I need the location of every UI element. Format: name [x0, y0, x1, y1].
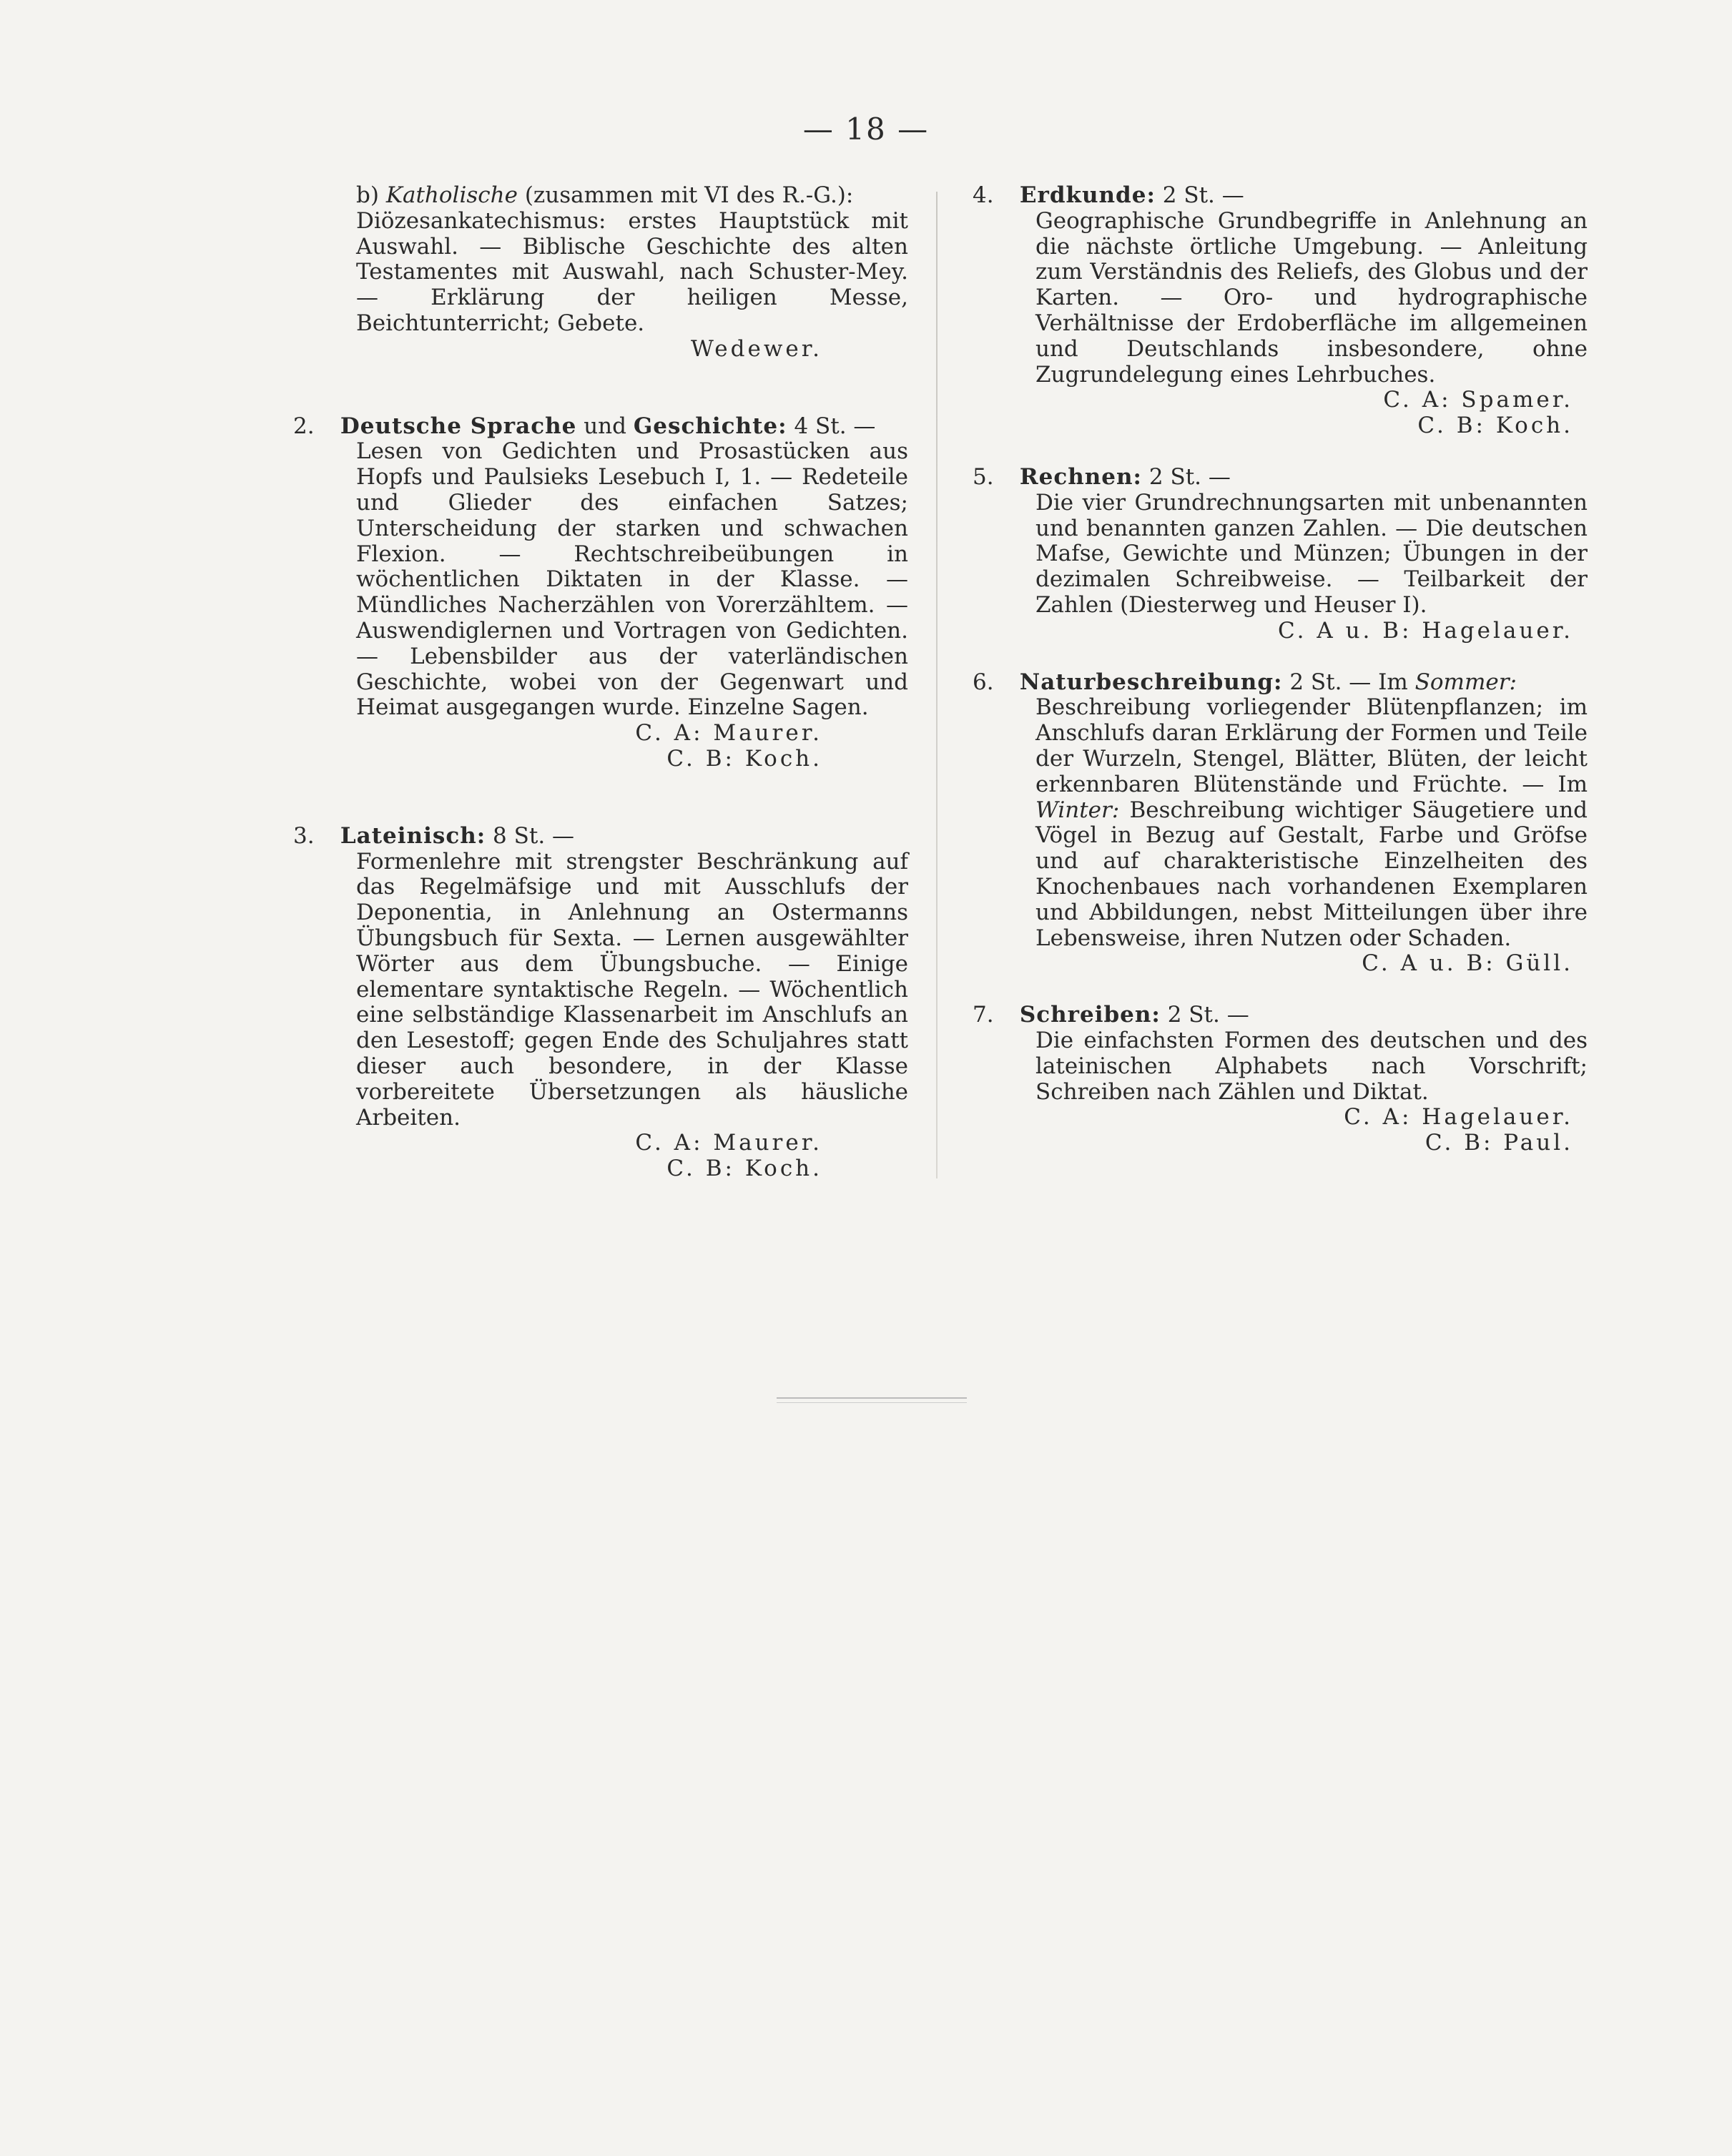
teacher: C. B: Koch.	[666, 745, 822, 772]
section-katholische	[293, 183, 908, 363]
season-label: Sommer:	[1414, 669, 1517, 695]
section-subject: Deutsche Sprache	[340, 413, 577, 439]
section-number: 2.	[293, 413, 315, 439]
section-heading	[973, 670, 1588, 696]
end-rule	[777, 1397, 967, 1399]
section-heading	[973, 1003, 1588, 1028]
teacher: C. B: Paul.	[1425, 1130, 1573, 1156]
section-body: Die einfachsten Formen des deutschen und des lateinischen Alphabets nach Vorschrift; Schreiben nach Zählen und Diktat.	[1035, 1027, 1588, 1105]
section-body: Formenlehre mit strengster Beschränkung auf das Regelmäfsige und mit Ausschlufs der Deponentia, in Anlehnung an Ostermanns Übungsbuch für Sexta. — Lernen ausgewählter Wörter aus dem Übungsbuche. — Einige elementare syntaktische Regeln. — Wöchentlich eine selbständige Klassenarbeit im Anschlufs an den Lesestoff; gegen Ende des Schuljahres statt dieser auch besondere, in der Klasse vorbereitete Übersetzungen als häusliche Arbeiten.	[356, 848, 908, 1131]
section-number: 5.	[973, 463, 994, 490]
section-latein	[293, 824, 908, 1182]
section-deutsch	[293, 414, 908, 772]
section-rechnen	[973, 465, 1588, 644]
section-text	[293, 183, 908, 209]
section-hours: 2 St. —	[1167, 1002, 1249, 1028]
section-number: 6.	[973, 669, 994, 695]
section-heading	[973, 183, 1588, 209]
teacher: C. A: Maurer.	[635, 720, 822, 747]
right-column	[973, 183, 1588, 1156]
section-subject: Naturbeschreibung:	[1019, 669, 1283, 695]
section-intro: (zusammen mit VI des R.-G.):	[524, 182, 854, 208]
section-hours: 2 St. —	[1162, 182, 1244, 208]
section-body: Lesen von Gedichten und Prosastücken aus Hopfs und Paulsieks Lesebuch I, 1. — Redeteile und Glieder des einfachen Satzes; Unterscheidung der starken und schwachen Flexion. — Rechtschreibeübungen in wöchentlichen Diktaten in der Klasse. — Mündliches Nacherzählen von Vorerzähltem. — Auswendiglernen und Vortragen von Gedichten. — Lebensbilder aus der vaterländischen Geschichte, wobei von der Gegenwart und Heimat ausgegangen wurde. Einzelne Sagen.	[356, 438, 908, 721]
teacher: C. A u. B: Hagelauer.	[1278, 617, 1573, 644]
section-body	[973, 695, 1588, 951]
section-hours: 4 St. —	[794, 413, 876, 439]
section-number: 3.	[293, 822, 315, 849]
section-subject: Schreiben:	[1019, 1002, 1161, 1028]
section-subject-2: Geschichte:	[633, 413, 787, 439]
end-rule-thin	[777, 1402, 967, 1403]
teacher: Wedewer.	[690, 335, 822, 362]
section-body: Geographische Grundbegriffe in Anlehnung an die nächste örtliche Umgebung. — Anleitung zum Verständnis des Reliefs, des Globus und der Karten. — Oro- und hydrographische Verhältnisse der Erdoberfläche im allgemeinen und Deutschlands insbesondere, ohne Zugrundelegung eines Lehrbuches.	[1035, 207, 1588, 388]
section-number: 4.	[973, 182, 994, 208]
section-heading	[293, 414, 908, 440]
teacher: C. A: Maurer.	[635, 1130, 822, 1156]
teacher: C. A: Hagelauer.	[1344, 1104, 1573, 1131]
section-subject: Lateinisch:	[340, 822, 486, 849]
section-text-part: Beschreibung vorliegender Blütenpflanzen; im Anschlufs daran Erklärung der Formen und Teile der Wurzeln, Stengel, Blätter, Blüten, der leicht erkennbaren Blütenstände und Früchte. — Im	[1035, 694, 1588, 797]
section-body: Diözesankatechismus: erstes Hauptstück mit Auswahl. — Biblische Geschichte des alten Testamentes mit Auswahl, nach Schuster-Mey. — Erklärung der heiligen Messe, Beichtunterricht; Gebete.	[356, 207, 908, 336]
section-subject: Erdkunde:	[1019, 182, 1156, 208]
section-heading	[973, 465, 1588, 491]
section-naturbeschreibung	[973, 670, 1588, 978]
section-hours: 2 St. — Im	[1289, 669, 1408, 695]
teacher: C. A: Spamer.	[1383, 387, 1573, 413]
section-number: 7.	[973, 1002, 994, 1028]
section-text-part: Beschreibung wichtiger Säugetiere und Vögel in Bezug auf Gestalt, Farbe und Gröfse und auf charakteristische Einzelheiten des Knochenbaues nach vorhandenen Exemplaren und Abbildungen, nebst Mitteilungen über ihre Lebensweise, ihren Nutzen oder Schaden.	[1035, 797, 1588, 951]
column-divider	[936, 192, 938, 1178]
section-body: Die vier Grundrechnungsarten mit unbenannten und benannten ganzen Zahlen. — Die deutschen Mafse, Gewichte und Münzen; Übungen in der dezimalen Schreibweise. — Teilbarkeit der Zahlen (Diesterweg und Heuser I).	[1035, 489, 1588, 618]
section-hours: 8 St. —	[493, 822, 575, 849]
section-hours: 2 St. —	[1148, 463, 1231, 490]
section-erdkunde	[973, 183, 1588, 439]
section-heading	[293, 824, 908, 850]
season-label: Winter:	[1035, 797, 1120, 823]
teacher: C. B: Koch.	[1417, 413, 1573, 439]
section-schreiben	[973, 1003, 1588, 1156]
teacher: C. B: Koch.	[666, 1156, 822, 1182]
section-subject: Katholische	[385, 182, 518, 208]
teacher: C. A u. B: Güll.	[1362, 950, 1573, 977]
section-conj: und	[584, 413, 626, 439]
section-subject: Rechnen:	[1019, 463, 1143, 490]
left-column	[293, 183, 908, 1182]
page-number: — 18 —	[802, 112, 930, 147]
section-label: b)	[356, 182, 379, 208]
